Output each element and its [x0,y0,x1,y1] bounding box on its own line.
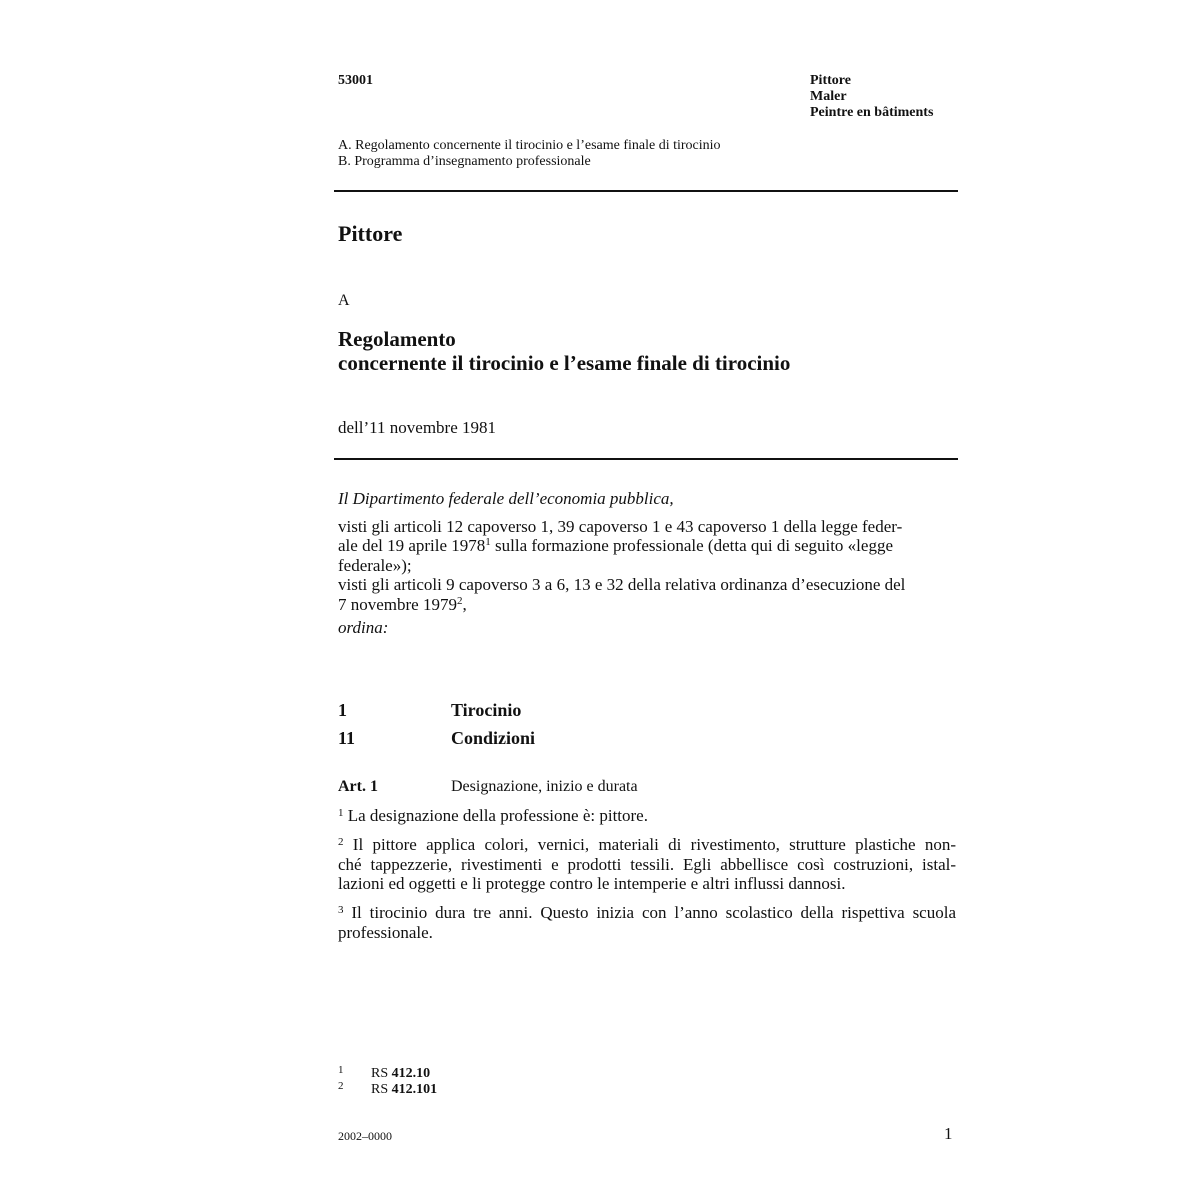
preamble-visto1-line2a: ale del 19 aprile 1978 [338,536,486,555]
paragraph-line: lazioni ed oggetti e li protegge contro le intemperie e altri influssi dannosi. [338,874,846,893]
preamble-visto2-line1: visti gli articoli 9 capoverso 3 a 6, 13 e 32 della relativa ordinanza d’esecuzione del [338,575,906,594]
article-label: Art. 1 [338,778,378,795]
footnote-ref: 412.101 [391,1082,438,1097]
preamble-visto1-line3: federale»); [338,555,412,575]
page-title: Pittore [338,221,403,246]
paragraph-number: 3 [338,904,344,916]
toc-item-b: B. Programma d’insegnamento professionale [338,154,591,169]
section-title-condizioni: Condizioni [451,728,536,748]
preamble-authority: Il Dipartimento federale dell’economia pubblica, [338,489,674,508]
paragraph-line: Il pittore applica colori, vernici, materiali di rivestimento, strutture plastiche non- [352,835,956,854]
section-number-1: 1 [338,700,347,720]
footnote-ref-2[interactable]: 2 [456,594,463,607]
footer-code: 2002–0000 [338,1129,392,1143]
toc-item-a: A. Regolamento concernente il tirocinio e l’esame finale di tirocinio [338,138,721,153]
footnote-2 [338,1080,437,1098]
header-divider [334,190,958,192]
part-letter: A [338,292,350,309]
preamble-visto2-line2 [338,595,950,615]
article-paragraph-2 [338,835,956,894]
footnote-prefix: RS [371,1066,392,1081]
preamble-visto1-line1: visti gli articoli 12 capoverso 1, 39 capoverso 1 e 43 capoverso 1 della legge feder- [338,516,903,536]
footnote-ref: 412.10 [391,1066,431,1081]
paragraph-number: 2 [338,836,344,848]
article-paragraph-1 [338,806,956,826]
article-title: Designazione, inizio e durata [451,778,638,795]
document-code: 53001 [338,73,373,88]
preamble-ordina: ordina: [338,618,389,637]
header-title-fr: Peintre en bâtiments [810,105,934,120]
header-title-it: Pittore [810,73,851,88]
preamble [338,489,950,638]
paragraph-line: professionale. [338,922,433,942]
footnote-ref-1[interactable]: 1 [485,536,491,548]
section-number-11: 11 [338,728,356,748]
preamble-visto2-line2a: 7 novembre 1979 [338,594,457,614]
article-paragraph-3 [338,903,956,942]
header-titles [810,73,933,121]
table-of-contents [338,138,721,170]
paragraph-line: Il tirocinio dura tre anni. Questo inizia con l’anno scolastico della rispettiva scuola [351,903,957,922]
footnote-number: 1 [338,1064,344,1076]
paragraph-line: La designazione della professione è: pittore. [347,806,648,825]
page-number: 1 [944,1124,953,1143]
title-divider [334,458,958,460]
header-title-de: Maler [810,89,847,104]
preamble-visto1-line2 [338,536,950,556]
regulation-title [338,327,790,375]
footnote-number: 2 [338,1080,344,1092]
section-title-tirocinio: Tirocinio [451,700,522,720]
preamble-visto1-line2b: sulla formazione professionale (detta qui di seguito «legge [490,536,893,555]
regulation-date: dell’11 novembre 1981 [338,418,496,437]
footnote-prefix: RS [371,1082,392,1097]
preamble-visto2-line2b: , [462,594,467,614]
paragraph-number: 1 [338,807,344,819]
regulation-title-line1: Regolamento [338,327,456,351]
regulation-title-line2: concernente il tirocinio e l’esame finale di tirocinio [338,351,791,375]
paragraph-line: ché tappezzerie, rivestimenti e prodotti tessili. Egli abbellisce così costruzioni, istal- [338,854,956,874]
